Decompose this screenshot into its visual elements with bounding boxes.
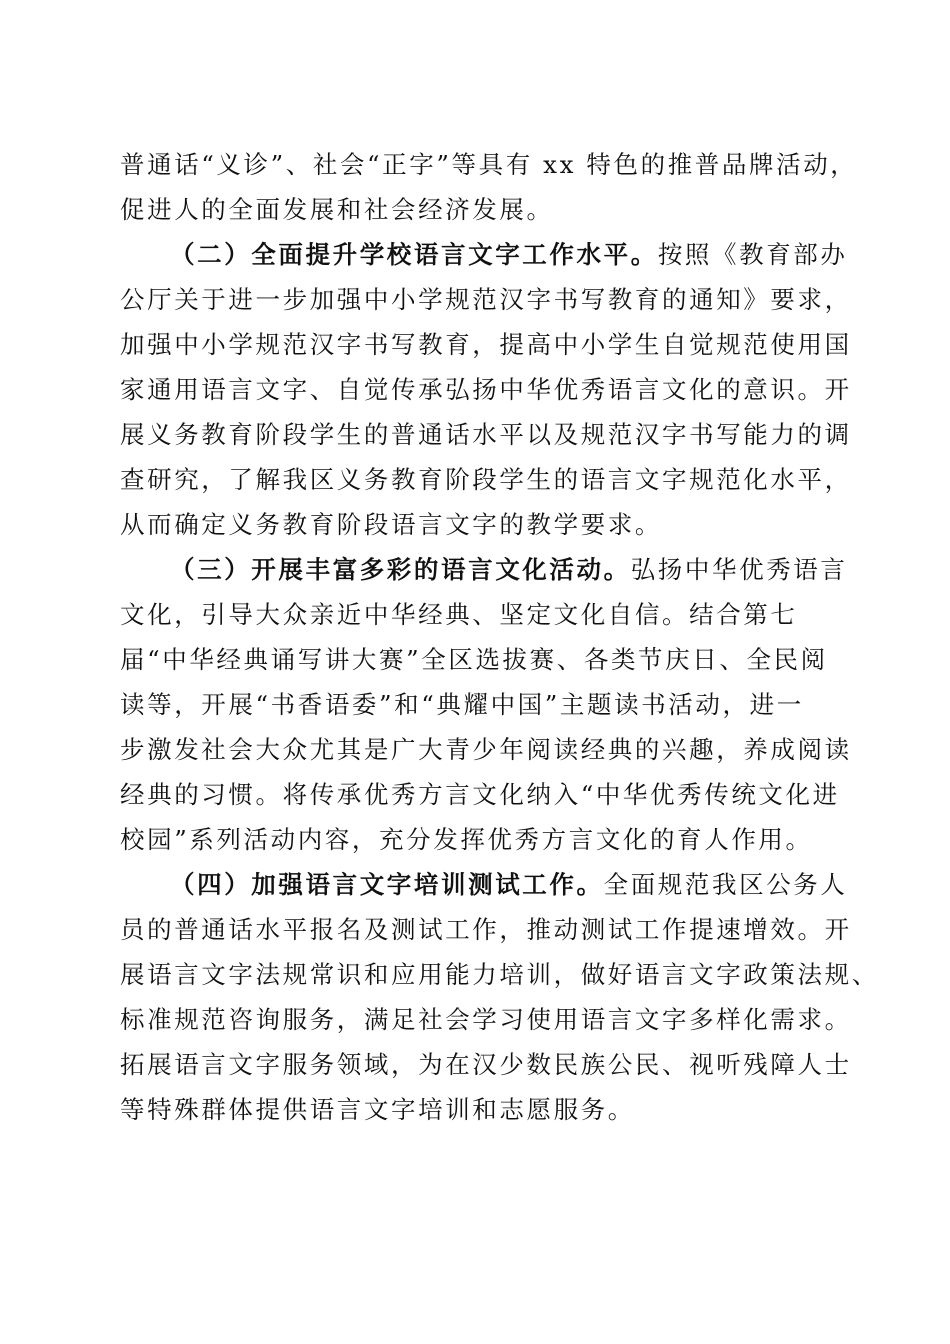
section-3-lead-text: 弘扬中华优秀语言 xyxy=(630,555,848,584)
section-2-heading: （二）全面提升学校语言文字工作水平。 xyxy=(170,240,658,269)
text-line: 等特殊群体提供语言文字培训和志愿服务。 xyxy=(120,1095,635,1124)
section-2-first-line xyxy=(120,232,848,277)
text-line: 促进人的全面发展和社会经济发展。 xyxy=(120,195,554,224)
text-line: 查研究，了解我区义务教育阶段学生的语言文字规范化水平， xyxy=(120,465,852,494)
section-3-first-line xyxy=(120,547,848,592)
text-line: 经典的习惯。将传承优秀方言文化纳入“中华优秀传统文化进 xyxy=(120,780,840,809)
document-body xyxy=(120,142,879,1132)
text-line: 校园”系列活动内容，充分发挥优秀方言文化的育人作用。 xyxy=(120,825,813,854)
text-line: 届“中华经典诵写讲大赛”全区选拔赛、各类节庆日、全民阅 xyxy=(120,645,828,674)
text-line: 展语言文字法规常识和应用能力培训，做好语言文字政策法规、 xyxy=(120,960,879,989)
text-line: 公厅关于进一步加强中小学规范汉字书写教育的通知》要求， xyxy=(120,285,852,314)
text-line: 拓展语言文字服务领域，为在汉少数民族公民、视听残障人士 xyxy=(120,1050,852,1079)
text-line: 步激发社会大众尤其是广大青少年阅读经典的兴趣，养成阅读 xyxy=(120,735,852,764)
text-line: 从而确定义务教育阶段语言文字的教学要求。 xyxy=(120,510,662,539)
section-4-heading: （四）加强语言文字培训测试工作。 xyxy=(170,870,604,899)
section-4-lead-text: 全面规范我区公务人 xyxy=(603,870,848,899)
text-line: 普通话“义诊”、社会“正字”等具有 xx 特色的推普品牌活动， xyxy=(120,150,858,179)
text-line: 标准规范咨询服务，满足社会学习使用语言文字多样化需求。 xyxy=(120,1005,852,1034)
text-line: 读等，开展“书香语委”和“典耀中国”主题读书活动，进一 xyxy=(120,690,804,719)
section-3-heading: （三）开展丰富多彩的语言文化活动。 xyxy=(170,555,631,584)
text-line: 加强中小学规范汉字书写教育，提高中小学生自觉规范使用国 xyxy=(120,330,852,359)
text-line: 家通用语言文字、自觉传承弘扬中华优秀语言文化的意识。开 xyxy=(120,375,852,404)
text-line: 展义务教育阶段学生的普通话水平以及规范汉字书写能力的调 xyxy=(120,420,852,449)
section-4-first-line xyxy=(120,862,848,907)
text-line: 员的普通话水平报名及测试工作，推动测试工作提速增效。开 xyxy=(120,915,852,944)
section-2-lead-text: 按照《教育部办 xyxy=(657,240,848,269)
text-line: 文化，引导大众亲近中华经典、坚定文化自信。结合第七 xyxy=(120,600,798,629)
